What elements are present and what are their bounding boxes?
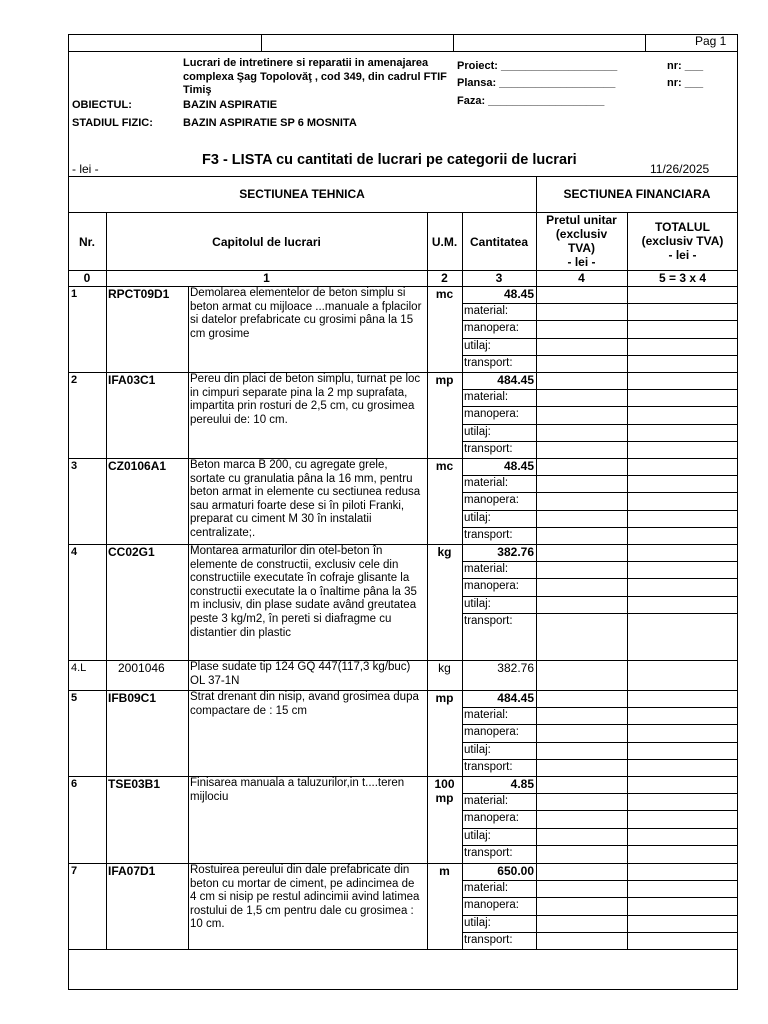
subrow-label: manopera: (464, 812, 519, 825)
plansa-field: Plansa: ___________________ (457, 77, 616, 89)
subrow-label: utilaj: (464, 743, 491, 756)
row-quantity: 382.76 (497, 545, 534, 559)
proiect-field: Proiect: ___________________ (457, 60, 618, 72)
header-pret-l2: (exclusiv (555, 227, 608, 241)
top-strip-divider (68, 51, 738, 52)
header-capitol: Capitolul de lucrari (212, 235, 321, 249)
row-description: Rostuirea pereului din dale prefabricate din beton cu mortar de ciment, pe adincimea de 4 cm si nisip pe restul adincimii avind latimea rostului de 1,5 cm pentru dale cu grosimea : 10 cm. (190, 864, 420, 931)
section-header-divider (68, 212, 738, 213)
row-code: IFA03C1 (108, 373, 156, 387)
subrow-label: material: (464, 391, 509, 404)
row-quantity: 48.45 (503, 287, 534, 301)
subrow-divider (462, 596, 738, 597)
row-number: 6 (71, 778, 78, 790)
page-number: Pag 1 (695, 34, 727, 48)
subrow-label: material: (464, 305, 509, 318)
row-quantity: 382.76 (497, 661, 534, 675)
header-pret-l1: Pretul unitar (546, 213, 617, 227)
subrow-label: transport: (464, 528, 513, 541)
row-quantity: 4.85 (510, 777, 534, 791)
column-divider (536, 176, 537, 949)
obiectul-label: OBIECTUL: (72, 99, 132, 111)
subrow-label: material: (464, 709, 509, 722)
row-description: Montarea armaturilor din otel-beton în elemente de constructii, exclusiv cele din constructiile executate în cofraje glisante la constructii executate la o înaltime pâna la 35 m inclusiv, din plase sudate având greutatea peste 3 kg/m2, în pereti si diafragme cu distantier din plastic (190, 545, 417, 639)
row-code: RPCT09D1 (108, 287, 170, 301)
subrow-label: material: (464, 882, 509, 895)
subrow-label: manopera: (464, 408, 519, 421)
page-title: F3 - LISTA cu cantitati de lucrari pe categorii de lucrari (202, 152, 577, 168)
subrow-label: transport: (464, 356, 513, 369)
subrow-label: manopera: (464, 494, 519, 507)
header-total-l1: TOTALUL (655, 220, 710, 234)
row-quantity: 48.45 (503, 459, 534, 473)
stadiul-value: BAZIN ASPIRATIE SP 6 MOSNITA (183, 117, 357, 129)
colnum-1: 1 (263, 271, 270, 285)
row-code: IFB09C1 (108, 691, 157, 705)
row-number: 2 (71, 374, 78, 386)
proiect-nr-field: nr: ___ (667, 60, 704, 72)
subrow-label: transport: (464, 760, 513, 773)
row-code: TSE03B1 (108, 777, 161, 791)
colnum-4: 4 (578, 271, 585, 285)
subrow-label: utilaj: (464, 511, 491, 524)
row-description: Finisarea manuala a taluzurilor,in t....teren mijlociu (190, 777, 405, 803)
row-unit: mc (435, 459, 454, 473)
subrow-label: manopera: (464, 726, 519, 739)
row-unit: mp (435, 373, 454, 387)
subrow-divider (462, 510, 738, 511)
subrow-divider (462, 338, 738, 339)
section-tehnica: SECTIUNEA TEHNICA (239, 187, 365, 201)
row-unit: kg (437, 545, 452, 559)
subrow-label: manopera: (464, 899, 519, 912)
subrow-label: transport: (464, 614, 513, 627)
top-strip-divider (261, 34, 262, 51)
row-number: 3 (71, 460, 78, 472)
row-quantity: 650.00 (497, 864, 534, 878)
colnum-0: 0 (83, 271, 91, 285)
column-divider (106, 212, 107, 949)
header-total-l3: - lei - (668, 248, 697, 262)
subrow-label: transport: (464, 933, 513, 946)
row-description: Strat drenant din nisip, avand grosimea dupa compactare de : 15 cm (190, 691, 419, 717)
subrow-label: material: (464, 563, 509, 576)
row-unit: mc (435, 287, 454, 301)
subrow-divider (462, 742, 738, 743)
colnum-2: 2 (441, 271, 448, 285)
row-number: 4 (71, 546, 78, 558)
row-quantity: 484.45 (497, 373, 534, 387)
table-row-divider (68, 949, 738, 950)
column-divider (188, 286, 189, 949)
row-description: Pereu din placi de beton simplu, turnat pe loc in cimpuri separate pina la 2 mp suprafata, impartita prin rosturi de 2,5 cm, cu grosimea pereului de: 10 cm. (190, 373, 421, 426)
row-number: 1 (71, 288, 78, 300)
top-strip-divider (645, 34, 646, 51)
colnum-3: 3 (495, 271, 503, 285)
row-code: IFA07D1 (108, 864, 156, 878)
subrow-label: transport: (464, 442, 513, 455)
row-code: CC02G1 (108, 545, 155, 559)
column-divider (427, 212, 428, 949)
row-code: CZ0106A1 (108, 459, 167, 473)
top-strip-divider (453, 34, 454, 51)
subrow-label: manopera: (464, 580, 519, 593)
row-code: 2001046 (118, 661, 165, 675)
header-pret-l4: - lei - (567, 255, 596, 269)
subrow-label: utilaj: (464, 597, 491, 610)
header-cantitatea: Cantitatea (469, 235, 528, 249)
row-quantity: 484.45 (497, 691, 534, 705)
row-number: 7 (71, 865, 78, 877)
subrow-label: utilaj: (464, 916, 491, 929)
row-description: Demolarea elementelor de beton simplu si beton armat cu mijloace ...manuale a fplacilor si datelor prefabricate cu grosimi pâna la 15 cm grosime (190, 287, 422, 340)
row-number: 4.L (71, 662, 87, 674)
header-total-l2: (exclusiv TVA) (641, 234, 724, 248)
plansa-nr-field: nr: ___ (667, 77, 704, 89)
subrow-label: material: (464, 795, 509, 808)
subrow-divider (462, 915, 738, 916)
subrow-label: utilaj: (464, 425, 491, 438)
row-description: Beton marca B 200, cu agregate grele, sortate cu granulatia pâna la 16 mm, pentru beton armat in elemente cu sectiunea redusa sau armaturi foarte dese si în piloti Franki, preparat cu ciment M 30 în instalatii centralizate;. (190, 459, 421, 539)
faza-field: Faza: ___________________ (457, 95, 605, 107)
subrow-divider (462, 828, 738, 829)
row-unit: 100 mp (434, 777, 455, 805)
stadiul-label: STADIUL FIZIC: (72, 117, 153, 129)
currency-label: - lei - (72, 162, 99, 176)
subrow-label: transport: (464, 846, 513, 859)
row-description: Plase sudate tip 124 GQ 447(117,3 kg/buc) OL 37-1N (190, 661, 411, 687)
row-unit: kg (438, 661, 451, 675)
subrow-divider (462, 424, 738, 425)
header-nr: Nr. (78, 235, 95, 249)
subrow-label: material: (464, 477, 509, 490)
subrow-label: manopera: (464, 322, 519, 335)
header-pret-l3: TVA) (567, 241, 596, 255)
header-um: U.M. (431, 235, 458, 249)
row-unit: mp (435, 691, 454, 705)
table-top-border (68, 176, 738, 177)
row-unit: m (439, 864, 450, 878)
colnum-5: 5 = 3 x 4 (658, 271, 707, 285)
row-number: 5 (71, 692, 78, 704)
subrow-label: utilaj: (464, 339, 491, 352)
column-divider (462, 212, 463, 949)
column-divider (627, 212, 628, 949)
document-date: 11/26/2025 (650, 162, 710, 176)
subrow-label: utilaj: (464, 829, 491, 842)
project-description: Lucrari de intretinere si reparatii in amenajarea complexa Şag Topolovăţ , cod 349, din cadrul FTIF Timiş (183, 57, 447, 96)
section-financiara: SECTIUNEA FINANCIARA (563, 187, 711, 201)
obiectul-value: BAZIN ASPIRATIE (183, 99, 278, 111)
